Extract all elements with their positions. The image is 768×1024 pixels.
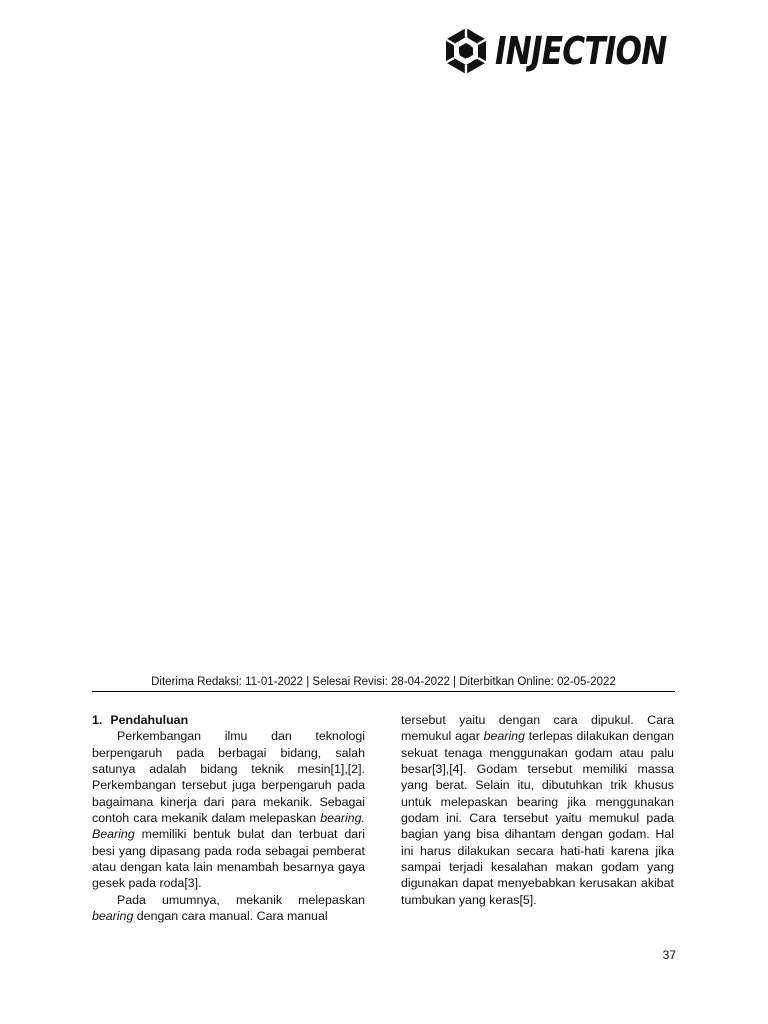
right-column [401, 712, 674, 908]
section-number: 1. [92, 713, 103, 727]
journal-logo [443, 26, 704, 76]
paragraph: tersebut yaitu dengan cara dipukul. Cara memukul agar bearing terlepas dilakukan dengan sekuat tenaga menggunakan godam atau palu besar[3],[4]. Godam tersebut memiliki massa yang berat. Selain itu, dibutuhkan trik khusus untuk melepaskan bearing jika menggunakan godam ini. Cara tersebut yaitu memukul pada bagian yang bisa dihantam dengan godam. Hal ini harus dilakukan secara hati-hati karena jika sampai terjadi kesalahan makan godam yang digunakan dapat menyebabkan kerusakan akibat tumbukan yang keras[5]. [401, 713, 675, 907]
hexagon-mark-icon [443, 26, 489, 76]
paragraph: Pada umumnya, mekanik melepaskan bearing dengan cara manual. Cara manual [92, 892, 365, 924]
page-number: 37 [662, 948, 676, 962]
left-column [92, 712, 365, 924]
header-divider [92, 691, 675, 692]
section-heading [92, 712, 365, 728]
paragraph: Perkembangan ilmu dan teknologi berpengaruh pada berbagai bidang, salah satunya adalah bidang teknik mesin[1],[2]. Perkembangan tersebut juga berpengaruh pada bagaimana kinerja dari para mekanik. Sebagai contoh cara mekanik dalam melepaskan bearing. Bearing memiliki bentuk bulat dan terbuat dari besi yang dipasang pada roda sebagai pemberat atau dengan kata lain menambah besarnya gaya gesek pada roda[3]. [92, 729, 365, 891]
logo-text: INJECTION [495, 29, 667, 73]
publication-dates: Diterima Redaksi: 11-01-2022 | Selesai Revisi: 28-04-2022 | Diterbitkan Online: 02-05-2022 [151, 676, 616, 688]
section-title: Pendahuluan [110, 713, 189, 727]
